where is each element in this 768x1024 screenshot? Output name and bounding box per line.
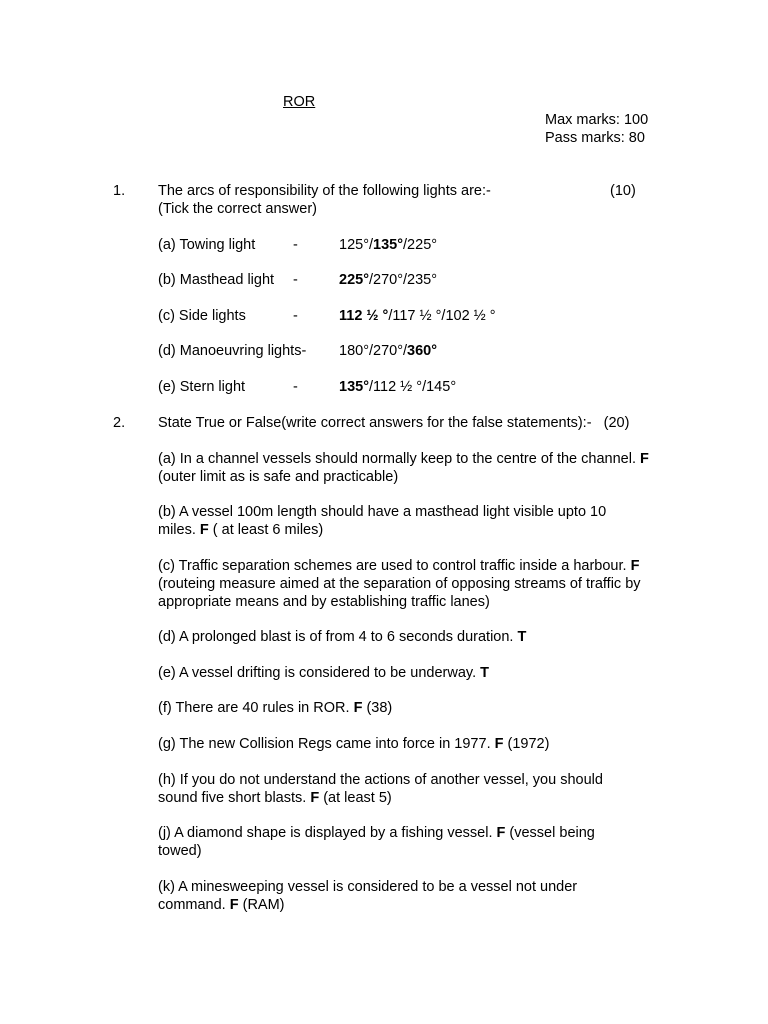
page-title: ROR bbox=[283, 94, 316, 110]
statement-g: (g) The new Collision Regs came into force in 1977. F (1972) bbox=[158, 736, 550, 752]
answer-f: F bbox=[353, 700, 363, 716]
question-2-text: State True or False(write correct answers for the false statements):- (20) bbox=[158, 415, 630, 431]
option-d-label: (d) Manoeuvring lights- bbox=[158, 343, 307, 359]
option-e-label: (e) Stern light bbox=[158, 379, 246, 395]
statement-k: (k) A minesweeping vessel is considered to be a vessel not under command. F (RAM) bbox=[158, 879, 578, 913]
question-1-text: The arcs of responsibility of the following lights are:- bbox=[158, 183, 491, 199]
question-2-marks: (20) bbox=[603, 415, 630, 431]
option-b-value: 225°/270°/235° bbox=[339, 272, 438, 288]
answer-a: F bbox=[640, 451, 649, 467]
pass-marks: Pass marks: 80 bbox=[545, 130, 645, 146]
statement-f: (f) There are 40 rules in ROR. F (38) bbox=[158, 700, 393, 716]
answer-c: F bbox=[630, 558, 640, 574]
statement-a: (a) In a channel vessels should normally keep to the centre of the channel. F (outer limit as is safe and practicable) bbox=[158, 451, 649, 485]
option-d-value: 180°/270°/360° bbox=[339, 343, 438, 359]
answer-b: F bbox=[199, 522, 209, 538]
option-b-label: (b) Masthead light bbox=[158, 272, 275, 288]
question-1-number: 1. bbox=[113, 183, 126, 199]
option-c-label: (c) Side lights bbox=[158, 308, 246, 324]
statement-h: (h) If you do not understand the actions of another vessel, you should sound five short blasts. F (at least 5) bbox=[158, 772, 603, 806]
answer-h: F bbox=[310, 790, 320, 806]
option-a-label: (a) Towing light bbox=[158, 237, 256, 253]
question-2-number: 2. bbox=[113, 415, 126, 431]
answer-k: F bbox=[229, 897, 239, 913]
option-a-value: 125°/135°/225° bbox=[339, 237, 438, 253]
question-1-marks: (10) bbox=[610, 183, 636, 199]
statement-j: (j) A diamond shape is displayed by a fishing vessel. F (vessel being towed) bbox=[158, 825, 595, 859]
option-e-dash: - bbox=[293, 379, 298, 395]
statement-e: (e) A vessel drifting is considered to be underway. T bbox=[158, 665, 489, 681]
question-1-instruction: (Tick the correct answer) bbox=[158, 201, 317, 217]
option-e-value: 135°/112 ½ °/145° bbox=[339, 379, 457, 395]
answer-j: F bbox=[496, 825, 506, 841]
option-a-dash: - bbox=[293, 237, 298, 253]
statement-b: (b) A vessel 100m length should have a masthead light visible upto 10 miles. F ( at least 6 miles) bbox=[158, 504, 607, 538]
answer-e: T bbox=[480, 665, 489, 681]
option-c-dash: - bbox=[293, 308, 298, 324]
marks-info bbox=[545, 111, 648, 147]
option-b-dash: - bbox=[293, 272, 298, 288]
answer-g: F bbox=[494, 736, 504, 752]
answer-d: T bbox=[517, 629, 527, 645]
statement-d: (d) A prolonged blast is of from 4 to 6 seconds duration. T bbox=[158, 629, 527, 645]
option-c-value: 112 ½ °/117 ½ °/102 ½ ° bbox=[339, 308, 496, 324]
statement-c: (c) Traffic separation schemes are used to control traffic inside a harbour. F (routeing measure aimed at the separation of opposing streams of traffic by appropriate means and by establishing traffic lanes) bbox=[158, 558, 641, 610]
max-marks: Max marks: 100 bbox=[545, 112, 649, 128]
